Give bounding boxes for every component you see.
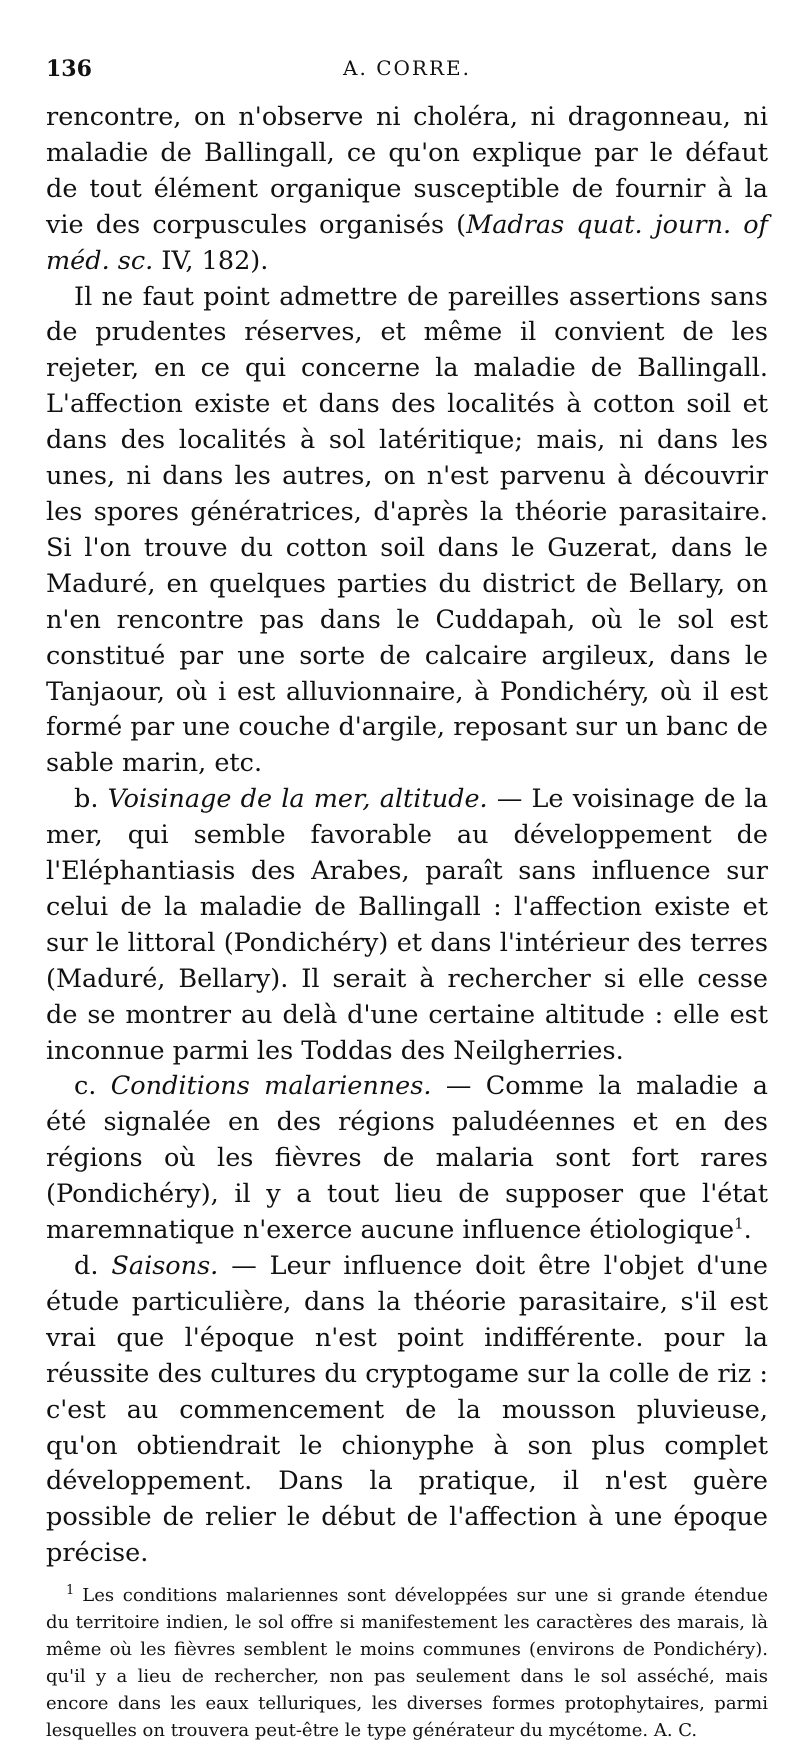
page-header	[46, 56, 768, 86]
body-text	[46, 100, 768, 1572]
section-label-d: d.	[74, 1251, 99, 1281]
paragraph-1: rencontre, on n'observe ni choléra, ni dragonneau, ni maladie de Ballingall, ce qu'on explique par le défaut de tout élément organique susceptible de fournir à la vie des corpuscules organisés (Madras quat. journ. of méd. sc. IV, 182).	[46, 102, 768, 276]
section-title-c: Conditions malariennes.	[110, 1071, 432, 1102]
paragraph-2: Il ne faut point admettre de pareilles assertions sans de prudentes réserves, et même il convient de les rejeter, en ce qui concerne la maladie de Ballingall. L'affection existe et dans des localités à cotton soil et dans des localités à sol latéritique; mais, ni dans les unes, ni dans les autres, on n'est parvenu à découvrir les spores génératrices, d'après la théorie parasitaire. Si l'on trouve du cotton soil dans le Guzerat, dans le Maduré, en quelques parties du district de Bellary, on n'en rencontre pas dans le Cuddapah, où le sol est constitué par une sorte de calcaire argileux, dans le Tanjaour, où i est alluvionnaire, à Pondichéry, où il est formé par une couche d'argile, reposant sur un banc de sable marin, etc.	[46, 281, 768, 779]
paragraph-3: b. Voisinage de la mer, altitude. — Le voisinage de la mer, qui semble favorable au développement de l'Eléphantiasis des Arabes, paraît sans influence sur celui de la maladie de Ballingall : l'affection existe et sur le littoral (Pondichéry) et dans l'intérieur des terres (Maduré, Bellary). Il serait à rechercher si elle cesse de se montrer au delà d'une certaine altitude : elle est inconnue parmi les Toddas des Neilgherries.	[46, 784, 768, 1066]
citation: Madras quat. journ. of méd. sc.	[46, 209, 768, 276]
footnote-reference: 1	[734, 1214, 744, 1233]
footnote-number: 1	[66, 1583, 75, 1599]
section-title-d: Saisons.	[111, 1251, 219, 1281]
page-number: 136	[46, 56, 92, 82]
document-page	[46, 56, 768, 1744]
paragraph-5: d. Saisons. — Leur influence doit être l'objet d'une étude particulière, dans la théorie parasitaire, s'il est vrai que l'époque n'est point indifférente. pour la réussite des cultures du cryptogame sur la colle de riz : c'est au commencement de la mousson pluvieuse, qu'on obtiendrait le chionyphe à son plus complet développement. Dans la pratique, il n'est guère possible de relier le début de l'affection à une époque précise.	[46, 1251, 769, 1569]
paragraph-4: c. Conditions malariennes. — Comme la maladie a été signalée en des régions paludéennes et en des régions où les fièvres de malaria sont fort rares (Pondichéry), il y a tout lieu de supposer que l'état maremnatique n'exerce aucune influence étiologique$^1$.	[46, 1071, 768, 1246]
section-title-b: Voisinage de la mer, altitude.	[107, 784, 488, 815]
section-label-c: c.	[74, 1071, 97, 1102]
footnote-text: Les conditions malariennes sont développées sur une si grande étendue du territoire indien, le sol offre si manifestement les caractères des marais, là même où les fièvres semblent le moins communes (environs de Pondichéry). qu'il y a lieu de rechercher, non pas seulement dans le sol asséché, mais encore dans les eaux telluriques, les diverses formes protophytaires, parmi lesquelles on trouvera peut-être le type générateur du mycétome. A. C.	[46, 1585, 768, 1742]
running-head: A. CORRE.	[343, 56, 471, 80]
footnote	[46, 1582, 768, 1744]
section-label-b: b.	[74, 784, 99, 815]
